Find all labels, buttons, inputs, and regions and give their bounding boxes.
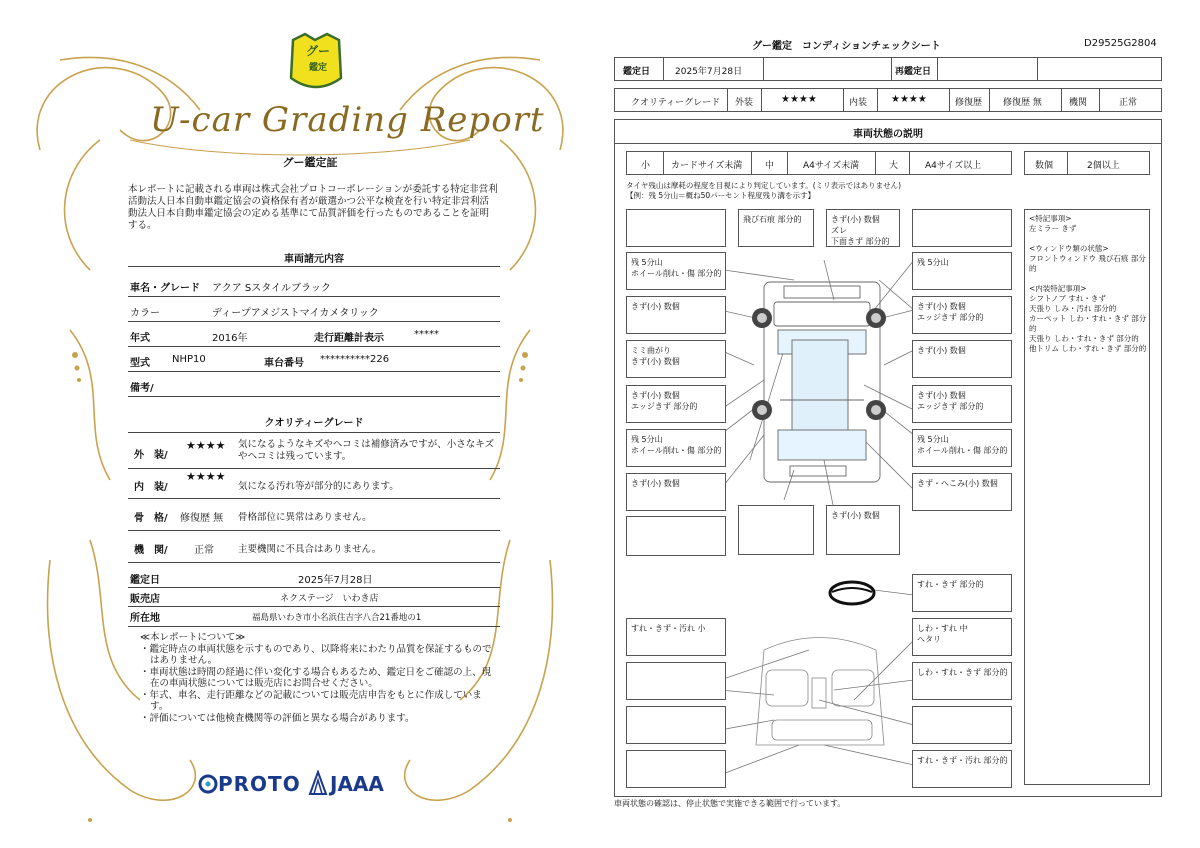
exterior-condition-label: きず(小) 数個 エッジきず 部分的 bbox=[917, 391, 984, 411]
special-notes-box bbox=[1024, 209, 1150, 785]
interior-condition-box bbox=[626, 706, 726, 744]
exterior-condition-label: きず(小) 数個 bbox=[631, 302, 680, 311]
exterior-condition-box bbox=[626, 429, 726, 467]
jaaa-logo-text: JAAA bbox=[330, 772, 384, 796]
grade-row-engine: 機 関/ 正常 主要機関に不具合はありません。 bbox=[128, 530, 500, 563]
car-interior-view bbox=[756, 638, 884, 746]
note-item: ・車両状態は時間の経過に伴い変化する場合もあるため、鑑定日をご確認の上、現在の車両状態については販売店にお問合せください。 bbox=[140, 666, 492, 689]
interior-condition-box bbox=[912, 750, 1012, 788]
spec-row-remarks: 備考/ bbox=[128, 372, 500, 397]
note-item: ・鑑定時点の車両状態を示すものであり、以降将来にわたり品質を保証するものではありません。 bbox=[140, 643, 492, 666]
exterior-condition-label: きず(小) 数個 ズレ 下面きず 部分的 bbox=[831, 215, 890, 246]
interior-condition-box bbox=[626, 618, 726, 656]
note-item: ・評価については他検査機関等の評価と異なる場合があります。 bbox=[140, 712, 415, 724]
interior-condition-box bbox=[912, 618, 1012, 656]
exterior-stars: ★★★★ bbox=[781, 94, 817, 105]
exterior-condition-box bbox=[826, 505, 900, 555]
grade-row-interior: 内 装/ ★★★★ 気になる汚れ等が部分的にあります。 bbox=[128, 468, 500, 499]
interior-condition-label: すれ・きず・汚れ 小 bbox=[631, 624, 706, 633]
interior-condition-box bbox=[912, 706, 1012, 744]
proto-logo-text: PROTO bbox=[218, 772, 301, 796]
sheet-footer: 車両状態の確認は、停止状態で実施できる範囲で行っています。 bbox=[614, 799, 846, 808]
exterior-condition-box bbox=[912, 209, 1012, 247]
exterior-condition-box bbox=[626, 385, 726, 423]
certificate-intro: 本レポートに記載される車両は株式会社プロトコーポレーションが委託する特定非営利活動法人日本自動車鑑定協会の資格保有者が厳選かつ公平な検査を行い特定非営利活動法人日本自動車鑑定協会の定める基準にて品質評価を行ったものであることを証明する。 bbox=[128, 184, 498, 231]
exterior-condition-label: きず(小) 数個 bbox=[831, 511, 880, 520]
exterior-condition-label: ミミ曲がり きず(小) 数個 bbox=[631, 346, 680, 366]
exterior-condition-label: きず(小) 数個 エッジきず 部分的 bbox=[917, 302, 984, 322]
divider bbox=[614, 143, 1162, 144]
sheet-title: グー鑑定 コンディションチェックシート bbox=[752, 41, 941, 52]
exterior-condition-box bbox=[912, 296, 1012, 334]
exterior-condition-label: きず(小) 数個 bbox=[917, 346, 966, 355]
special-notes: <特記事項> 左ミラー きず <ウィンドウ類の状態> フロントウィンドウ 飛び石痕 部分的 <内装特記事項> シフトノブ すれ・きず 天張り しみ・汚れ 部分的 カーペット しわ・すれ・きず 部分的 天張り しわ・すれ・きず 部分的 他トリム しわ・すれ・きず 部分的 bbox=[1029, 214, 1147, 353]
exterior-condition-box bbox=[626, 473, 726, 511]
exterior-condition-box bbox=[826, 209, 900, 247]
certificate-title: グー鑑定証 bbox=[282, 156, 338, 169]
exterior-condition-box bbox=[626, 296, 726, 334]
exterior-condition-label: 飛び石痕 部分的 bbox=[743, 215, 802, 224]
interior-condition-label: しわ・すれ 中 ヘタリ bbox=[917, 624, 968, 644]
spec-row-year: 年式 2016年 走行距離計表示 ***** bbox=[128, 322, 500, 347]
exterior-condition-box bbox=[738, 505, 814, 555]
address-row: 所在地 福島県いわき市小名浜住吉字八合21番地の1 bbox=[128, 606, 500, 627]
grade-section-title: クオリティーグレード bbox=[264, 418, 364, 429]
exterior-condition-label: きず・へこみ(小) 数個 bbox=[917, 479, 998, 488]
exterior-condition-label: 残 5分山 ホイール削れ・傷 部分的 bbox=[917, 435, 1008, 455]
steering-wheel-icon bbox=[830, 582, 874, 604]
interior-condition-label: しわ・すれ・きず 部分的 bbox=[917, 668, 1008, 677]
dealer-row: 販売店 ネクステージ いわき店 bbox=[128, 587, 500, 607]
exterior-stars: ★★★★ bbox=[186, 439, 226, 452]
exterior-condition-label: きず(小) 数個 bbox=[631, 479, 680, 488]
grade-row-frame: 骨 格/ 修復歴 無 骨格部位に異常はありません。 bbox=[128, 498, 500, 531]
badge-top-text: グー bbox=[305, 44, 330, 58]
tire-note: タイヤ残山は摩耗の程度を目視により判定しています。(ミリ表示ではありません) bbox=[626, 181, 902, 190]
interior-stars: ★★★★ bbox=[891, 94, 927, 105]
exterior-condition-label: きず(小) 数個 エッジきず 部分的 bbox=[631, 391, 698, 411]
badge-bottom-text: 鑑定 bbox=[308, 63, 327, 73]
appraisal-date: 2025年7月28日 bbox=[675, 67, 743, 77]
exterior-condition-box bbox=[912, 385, 1012, 423]
notes-title: ≪本レポートについて≫ bbox=[140, 632, 246, 643]
tire-note-example: 【例：残 5分山＝概ね50パーセント程度残り溝を示す】 bbox=[626, 191, 816, 200]
interior-condition-box bbox=[912, 662, 1012, 700]
document-id: D29525G2804 bbox=[1084, 38, 1157, 49]
exterior-condition-box bbox=[912, 340, 1012, 378]
interior-condition-label: すれ・きず 部分的 bbox=[917, 580, 984, 589]
interior-condition-box bbox=[626, 750, 726, 788]
exterior-condition-box bbox=[626, 340, 726, 378]
interior-stars: ★★★★ bbox=[186, 470, 226, 483]
interior-condition-box bbox=[912, 574, 1012, 612]
exterior-condition-box bbox=[912, 252, 1012, 290]
exterior-condition-label: 残 5分山 ホイール削れ・傷 部分的 bbox=[631, 435, 722, 455]
note-item: ・年式、車名、走行距離などの記載については販売店申告をもとに作成しています。 bbox=[140, 689, 482, 712]
exterior-condition-box bbox=[626, 516, 726, 556]
interior-condition-box bbox=[626, 662, 726, 700]
count-legend: 数個 2個以上 bbox=[1024, 151, 1150, 175]
grade-row-exterior: 外 装/ ★★★★ 気になるようなキズやヘコミは補修済みですが、小さなキズやヘコミは残っています。 bbox=[128, 434, 500, 469]
exterior-condition-box bbox=[626, 209, 726, 247]
exterior-condition-box bbox=[912, 473, 1012, 511]
quality-grade-row: クオリティーグレード 外装 ★★★★ 内装 ★★★★ 修復歴 修復歴 無 機関 正常 bbox=[614, 88, 1162, 112]
exterior-condition-box bbox=[912, 429, 1012, 467]
spec-row-model: 型式 NHP10 車台番号 **********226 bbox=[128, 347, 500, 372]
spec-section-title: 車両諸元内容 bbox=[284, 254, 344, 265]
cursive-title: U-car Grading Report bbox=[150, 100, 545, 140]
exterior-condition-box bbox=[626, 252, 726, 290]
spec-row-name: 車名・グレード アクア Sスタイルブラック bbox=[128, 272, 500, 297]
date-row: 鑑定日 2025年7月28日 再鑑定日 bbox=[614, 57, 1162, 81]
size-legend: 小 カードサイズ未満 中 A4サイズ未満 大 A4サイズ以上 bbox=[626, 151, 1012, 175]
spec-row-color: カラー ディープアメジストマイカメタリック bbox=[128, 297, 500, 322]
state-title: 車両状態の説明 bbox=[853, 129, 923, 140]
appraisal-date-row: 鑑定日 2025年7月28日 bbox=[128, 566, 500, 588]
car-top-view bbox=[764, 282, 880, 482]
exterior-condition-box bbox=[738, 209, 814, 247]
interior-condition-label: すれ・きず・汚れ 部分的 bbox=[917, 756, 1008, 765]
exterior-condition-label: 残 5分山 ホイール削れ・傷 部分的 bbox=[631, 258, 722, 278]
exterior-condition-label: 残 5分山 bbox=[917, 258, 949, 267]
